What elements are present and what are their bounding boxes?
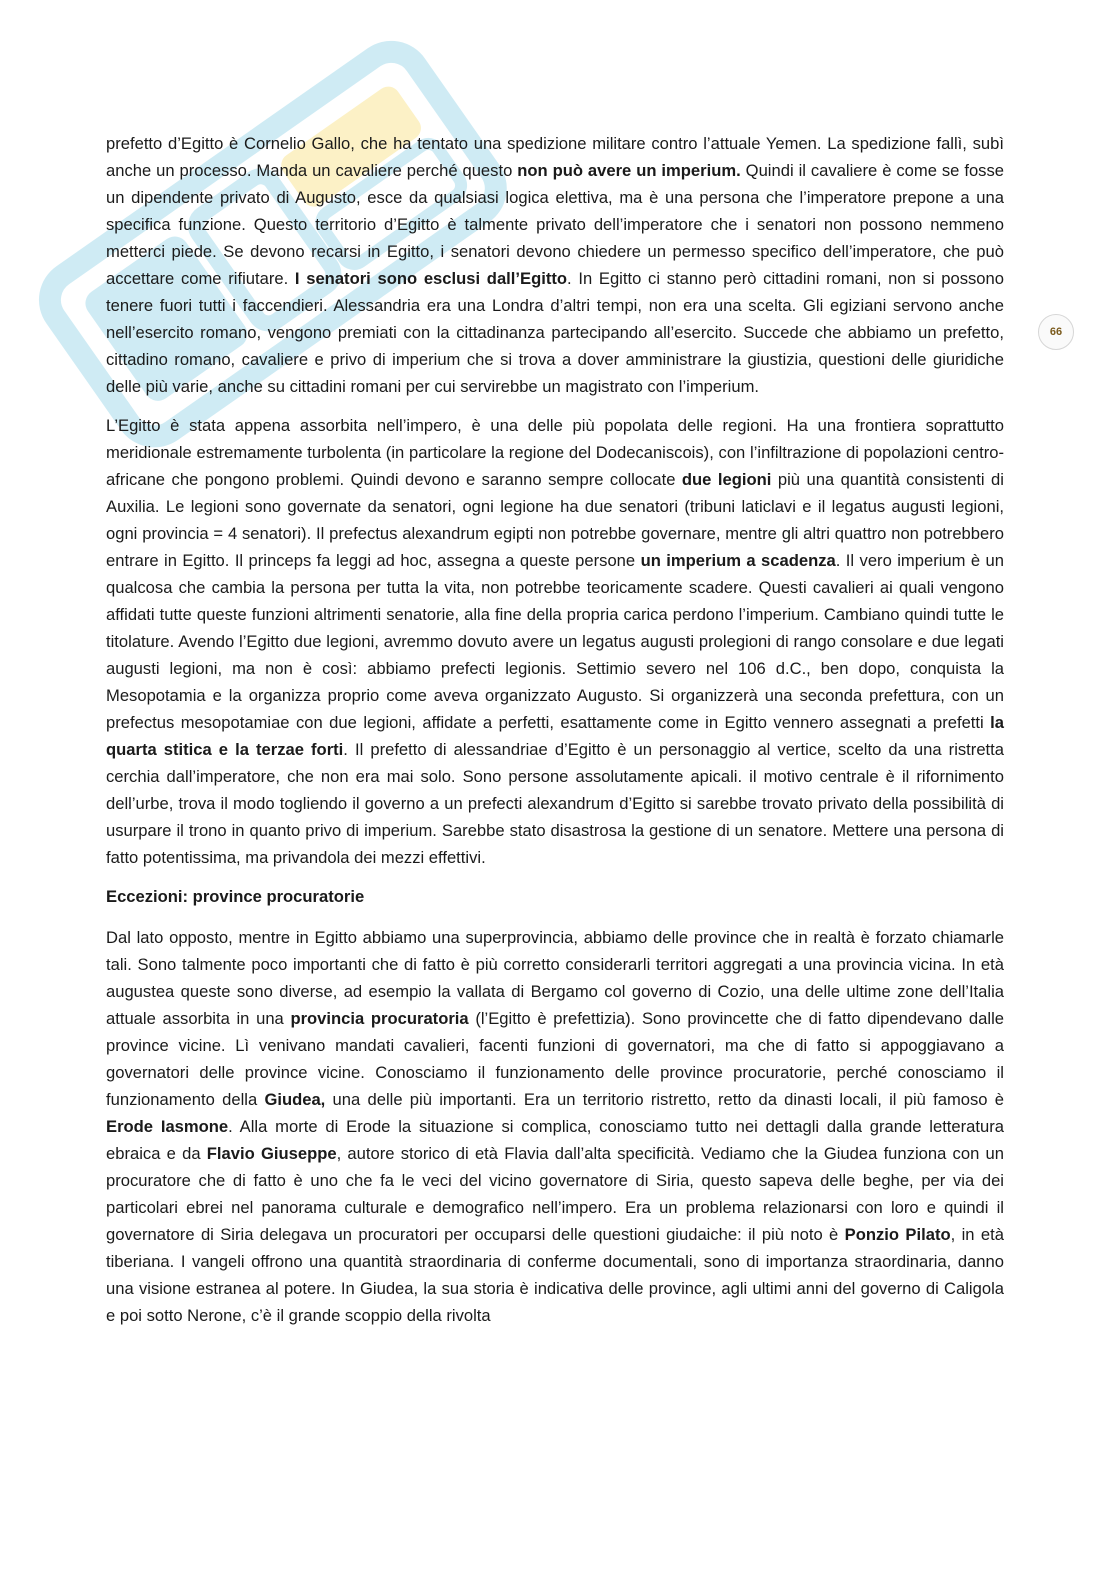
text-segment: L’Egitto è stata appena assorbita nell’impero, è una delle più popolata delle regioni. Ha una frontiera soprattutto meridionale estremamente turbolenta (in particolare la regione del Dodecaniscois), con l’infiltrazione di popolazioni centro-africane che pongono problemi. Quindi devono e saranno sempre collocate — [106, 416, 1004, 489]
text-segment: una delle più importanti. Era un territorio ristretto, retto da dinasti locali, il più famoso è — [325, 1090, 1005, 1109]
paragraph-1 — [106, 130, 1004, 400]
bold-segment: Flavio Giuseppe — [206, 1144, 337, 1163]
bold-segment: provincia procuratoria — [290, 1009, 469, 1028]
page-number-badge — [1038, 314, 1074, 350]
bold-segment: Giudea, — [264, 1090, 326, 1109]
text-segment: prefetto d’Egitto è Cornelio Gallo, che ha tentato una spedizione militare contro l’attuale Yemen. La spedizione fallì, subì anche un processo. Manda un cavaliere perché questo — [106, 134, 1004, 180]
page-number: 66 — [1049, 326, 1063, 338]
bold-segment: Ponzio Pilato — [844, 1225, 951, 1244]
bold-segment: un imperium a scadenza — [640, 551, 836, 570]
text-segment: (l’Egitto è prefettizia). Sono provincette che di fatto dipendevano dalle province vicine. Lì venivano mandati cavalieri, facenti funzioni di governatori, ma che di fatto si appoggiavano a governatori delle province vicine. Conosciamo il funzionamento delle province procuratorie, perché conosciamo il funzionamento della — [106, 1009, 1004, 1109]
document-body — [106, 130, 1004, 1341]
text-segment: più una quantità consistenti di Auxilia. Le legioni sono governate da senatori, ogni legione ha due senatori (tribuni laticlavi e il legatus augusti legioni, ogni provincia = 4 senatori). Il prefectus alexandrum egipti non potrebbe governare, mentre gli altri quattro non potrebbero entrare in Egitto. Il princeps fa leggi ad hoc, assegna a queste persone — [106, 470, 1004, 570]
text-segment: . Alla morte di Erode la situazione si complica, conosciamo tutto nei dettagli dalla grande letteratura ebraica e da — [106, 1117, 1004, 1163]
bold-segment: Erode Iasmone — [106, 1117, 229, 1136]
paragraph-2 — [106, 412, 1004, 871]
text-segment: , autore storico di età Flavia dall’alta specificità. Vediamo che la Giudea funziona con un procuratore che di fatto è uno che fa le veci del vicino governatore di Siria, questo sapeva delle beghe, per via dei particolari ebrei nel panorama culturale e demografico nell’impero. Era un problema relazionarsi con loro e quindi il governatore di Siria delegava un procuratori per occuparsi delle questioni giudaiche: il più noto è — [106, 1144, 1004, 1244]
text-segment: , in età tiberiana. I vangeli offrono una quantità straordinaria di conferme documentali, sono di importanza straordinaria, danno una visione estranea al potere. In Giudea, la sua storia è indicativa delle province, agli ultimi anni del governo di Caligola e poi sotto Nerone, c’è il grande scoppio della rivolta — [106, 1225, 1004, 1325]
bold-segment: due legioni — [681, 470, 772, 489]
paragraph-3 — [106, 924, 1004, 1329]
text-segment: Quindi il cavaliere è come se fosse un dipendente privato di Augusto, esce da qualsiasi logica elettiva, ma è una persona che l’imperatore prepone a una specifica funzione. Questo territorio d’Egitto è talmente privato dell’imperatore che i senatori non possono nemmeno metterci piede. Se devono recarsi in Egitto, i senatori devono chiedere un permesso specifico dell’imperatore, che può accettare come rifiutare. — [106, 161, 1005, 288]
text-segment: . Il vero imperium è un qualcosa che cambia la persona per tutta la vita, non potrebbe teoricamente scadere. Questi cavalieri ai quali vengono affidati tutte queste funzioni altrimenti senatorie, alla fine della propria carica perdono l’imperium. Cambiano quindi tutte le titolature. Avendo l’Egitto due legioni, avremmo dovuto avere un legatus augusti prolegioni di rango consolare e due legati augusti legioni, ma non è così: abbiamo prefecti legionis. Settimio severo nel 106 d.C., ben dopo, conquista la Mesopotamia e la organizza proprio come aveva organizzato Augusto. Si organizzerà una seconda prefettura, con un prefectus mesopotamiae con due legioni, affidate a perfetti, esattamente come in Egitto vennero assegnati a prefetti — [106, 551, 1005, 732]
text-segment: . In Egitto ci stanno però cittadini romani, non si possono tenere fuori tutti i faccendieri. Alessandria era una Londra d’altri tempi, non era una scelta. Gli egiziani servono anche nell’esercito romano, vengono premiati con la cittadinanza partecipando all’esercito. Succede che abbiamo un prefetto, cittadino romano, cavaliere e privo di imperium che si trova a dover amministrare la giustizia, questioni delle giuridiche delle più varie, anche su cittadini romani per cui servirebbe un magistrato con l’imperium. — [106, 269, 1004, 396]
bold-segment: I senatori sono esclusi dall’Egitto — [294, 269, 568, 288]
text-segment: . Il prefetto di alessandriae d’Egitto è un personaggio al vertice, scelto da una ristretta cerchia dall’imperatore, che non era mai solo. Sono persone assolutamente apicali. il motivo centrale è il rifornimento dell’urbe, trova il modo togliendo il governo a un prefecti alexandrum d’Egitto si sarebbe trovato privato della possibilità di usurpare il trono in quanto privo di imperium. Sarebbe stato disastrosa la gestione di un senatore. Mettere una persona di fatto potentissima, ma privandola dei mezzi effettivi. — [106, 740, 1004, 867]
bold-segment: la quarta stitica e la terzae forti — [106, 713, 1004, 759]
section-heading: Eccezioni: province procuratorie — [106, 887, 365, 906]
bold-segment: non può avere un imperium. — [517, 161, 741, 180]
text-segment: Dal lato opposto, mentre in Egitto abbiamo una superprovincia, abbiamo delle province che in realtà è forzato chiamarle tali. Sono talmente poco importanti che di fatto è più corretto considerarli territori aggregati a una provincia vicina. In età augustea queste sono diverse, ad esempio la vallata di Bergamo col governo di Cozio, una delle ultime zone dell’Italia attuale assorbita in una — [106, 928, 1004, 1028]
